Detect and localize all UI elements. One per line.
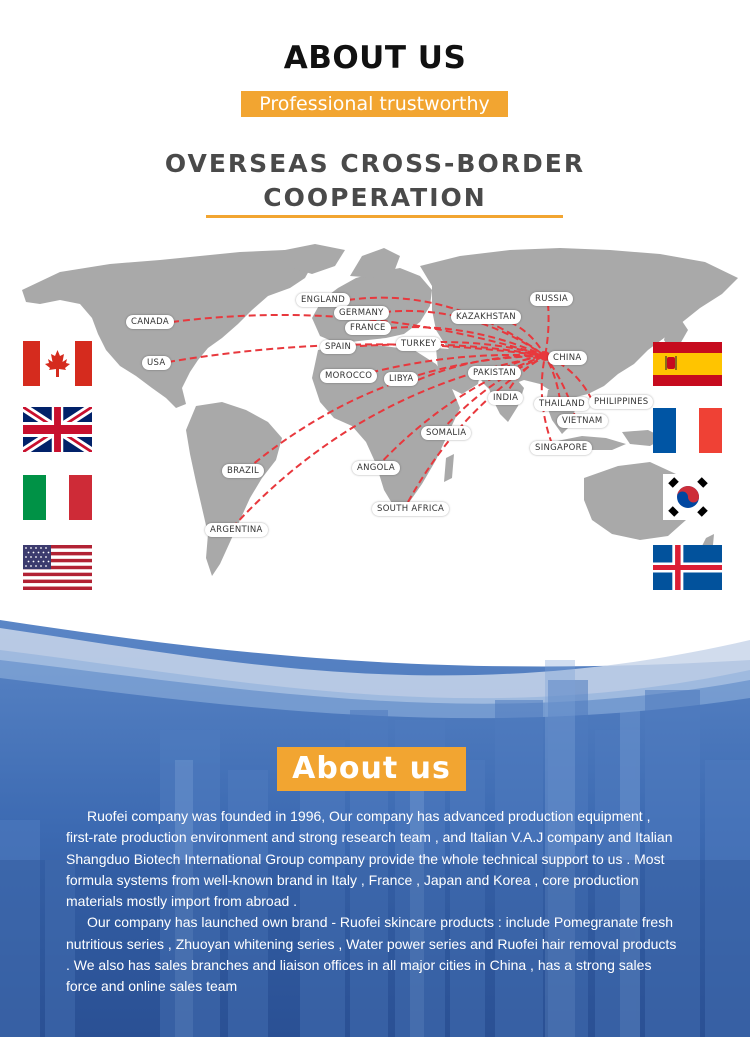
about-paragraph-2: Our company has launched own brand - Ruofei skincare products : include Pomegranate fresh nutritious series , Zhuoyan whitening series , Water power series and Ruofei hair removal products . We also has sales branches and liaison offices in all major cities in China , has a strong sales force and online sales team	[66, 914, 677, 995]
united-kingdom-flag	[23, 407, 92, 452]
france-flag	[653, 408, 722, 453]
page-title: ABOUT US	[283, 40, 467, 76]
map-label-france: FRANCE	[345, 321, 391, 335]
map-label-vietnam: VIETNAM	[557, 414, 608, 428]
map-label-spain: SPAIN	[320, 340, 356, 354]
map-label-pakistan: PAKISTAN	[468, 366, 521, 380]
heading-underline	[206, 215, 563, 218]
south-america-shape	[186, 402, 282, 576]
map-label-argentina: ARGENTINA	[205, 523, 268, 537]
map-label-angola: ANGOLA	[352, 461, 400, 475]
map-label-brazil: BRAZIL	[222, 464, 264, 478]
south-korea-flag	[663, 474, 713, 520]
map-label-thailand: THAILAND	[534, 397, 590, 411]
map-label-england: ENGLAND	[296, 293, 350, 307]
map-label-india: INDIA	[488, 391, 523, 405]
map-label-turkey: TURKEY	[396, 337, 441, 351]
canada-flag	[23, 341, 92, 386]
world-map	[0, 238, 750, 583]
spain-flag	[653, 342, 722, 386]
map-label-philippines: PHILIPPINES	[589, 395, 653, 409]
about-paragraph-1: Ruofei company was founded in 1996, Our company has advanced production equipment , first-rate production environment and strong research team , and Italian V.A.J company and Italian Shangduo Biotech International Group company provide the whole technical support to us . Most formula systems from well-known brand in Italy , France , Japan and Korea , core production materials mostly import from abroad .	[66, 808, 673, 910]
madagascar-shape	[444, 454, 454, 482]
map-label-usa: USA	[142, 356, 171, 370]
map-label-singapore: SINGAPORE	[530, 441, 592, 455]
map-label-morocco: MOROCCO	[320, 369, 377, 383]
map-label-germany: GERMANY	[334, 306, 389, 320]
section-heading	[0, 147, 750, 215]
section-heading-line1: OVERSEAS CROSS-BORDER	[164, 149, 586, 178]
map-label-south-africa: SOUTH AFRICA	[372, 502, 449, 516]
about-description	[66, 806, 681, 998]
map-label-somalia: SOMALIA	[421, 426, 471, 440]
map-label-canada: CANADA	[126, 315, 174, 329]
iceland-flag	[653, 545, 722, 590]
about-us-badge: About us	[277, 747, 466, 791]
section-heading-line2: COOPERATION	[263, 183, 487, 212]
map-label-libya: LIBYA	[384, 372, 418, 386]
italy-flag	[23, 475, 92, 520]
continents	[22, 244, 738, 576]
map-label-kazakhstan: KAZAKHSTAN	[451, 310, 521, 324]
map-label-russia: RUSSIA	[530, 292, 573, 306]
map-label-china: CHINA	[548, 351, 587, 365]
subtitle-badge: Professional trustworthy	[241, 91, 508, 117]
usa-flag	[23, 545, 92, 590]
world-map-graphic	[0, 238, 750, 583]
